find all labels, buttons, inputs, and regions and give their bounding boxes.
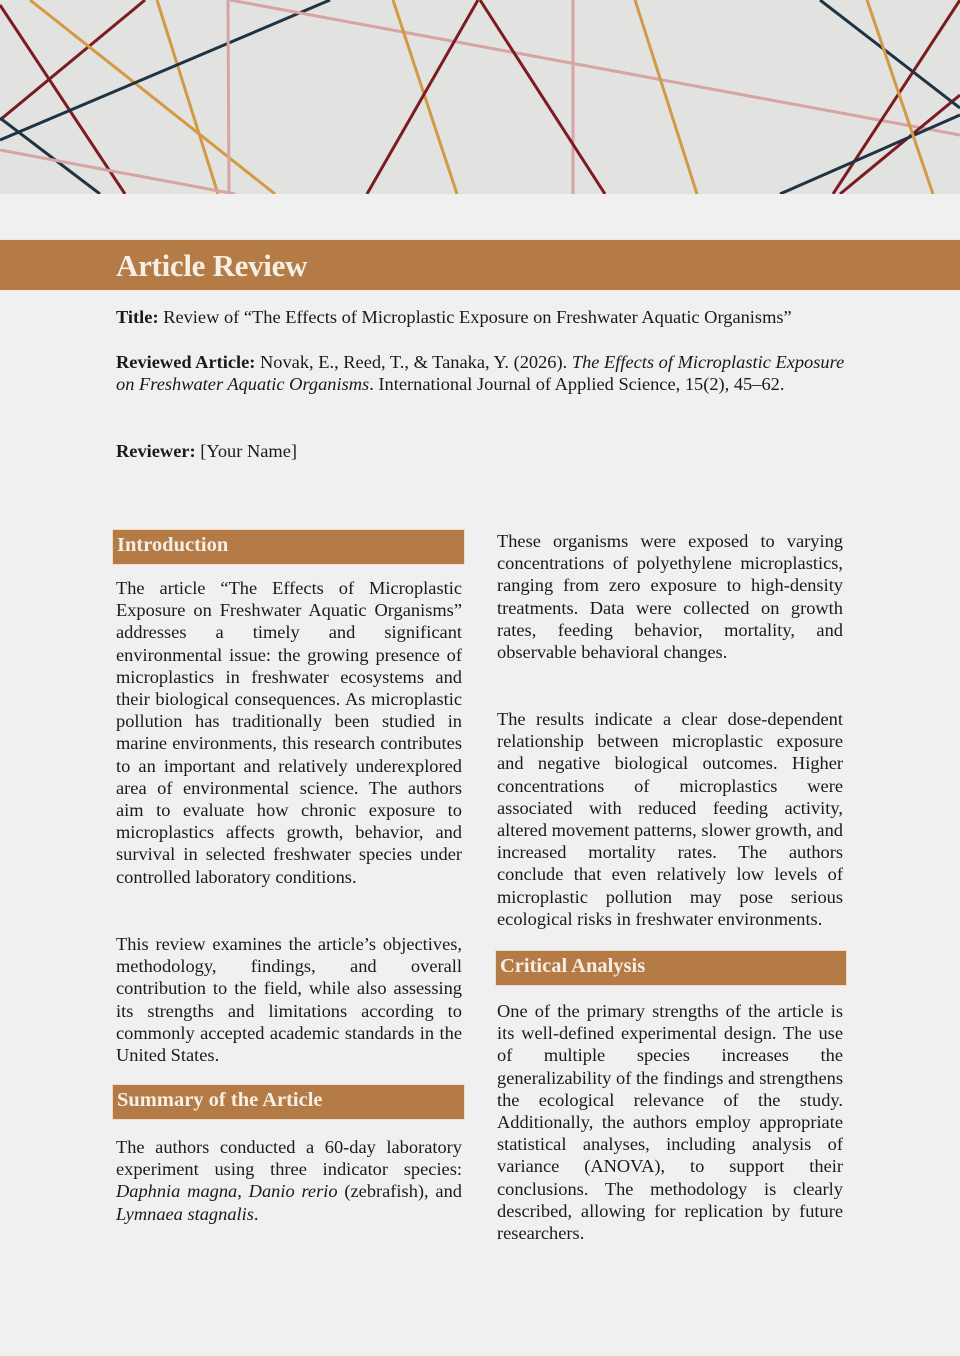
- section-heading-summary: [112, 1084, 465, 1120]
- summary-mid: (zebrafish), and: [337, 1181, 462, 1202]
- pattern-line: [635, 0, 697, 194]
- abstract-lines-pattern: [0, 0, 960, 194]
- reviewed-article-label: Reviewed Article:: [116, 352, 256, 372]
- summary-body-continued: [497, 530, 843, 663]
- species-name: Lymnaea stagnalis: [116, 1203, 254, 1224]
- pattern-line: [30, 0, 275, 194]
- species-name: Daphnia magna: [116, 1181, 238, 1202]
- pattern-line: [228, 0, 229, 194]
- title-value: Review of “The Effects of Microplastic Exposure on Freshwater Aquatic Organisms”: [163, 307, 792, 327]
- section-heading-critical-analysis: [495, 950, 847, 986]
- summary-lead: The authors conducted a 60-day laboratory experiment using three indicator species:: [116, 1137, 462, 1180]
- pattern-line: [840, 95, 960, 194]
- header-image: [0, 0, 960, 194]
- summary-paragraph: The results indicate a clear dose-dependent relationship between microplastic exposure and negative biological outcomes. Higher concentrations of microplastics were associated with reduced feeding activity, altered movement patterns, slower growth, and increased mortality rates. The authors conclude that even relatively low levels of microplastic pollution may pose serious ecological risks in freshwater environments.: [497, 709, 843, 929]
- species-name: Danio rerio: [248, 1181, 338, 1202]
- summary-paragraph: These organisms were exposed to varying concentrations of polyethylene microplastics, ranging from zero exposure to high-density treatments. Data were collected on growth rates, feeding behavior, mortality, and observable behavioral changes.: [497, 531, 843, 663]
- reviewer-value: [Your Name]: [200, 441, 297, 461]
- reviewer-line: [116, 440, 846, 462]
- pattern-line: [393, 0, 457, 194]
- citation-source: . International Journal of Applied Science, 15(2), 45–62.: [369, 374, 785, 395]
- citation-title: The Effects of Microplastic Exposure on Freshwater Aquatic Organisms: [116, 352, 845, 395]
- pattern-line: [0, 118, 100, 194]
- title-label: Title:: [116, 307, 159, 327]
- review-title-line: [116, 306, 846, 328]
- intro-paragraph: The article “The Effects of Microplastic Exposure on Freshwater Aquatic Organisms” addresses a timely and significant environmental issue: the growing presence of microplastics in freshwater ecosystems and their biological consequences. As microplastic pollution has traditionally been studied in marine environments, this research contributes to an important and relatively underexplored area of environmental science. The authors aim to evaluate how chronic exposure to microplastics affects growth, behavior, and survival in selected freshwater species under controlled laboratory conditions.: [116, 578, 462, 887]
- reviewed-article-citation: [116, 351, 846, 395]
- summary-body: [116, 1136, 462, 1225]
- pattern-line: [0, 0, 145, 120]
- introduction-heading-text: Introduction: [117, 534, 229, 556]
- page-title: Article Review: [116, 248, 308, 283]
- pattern-line: [157, 0, 218, 194]
- summary-results: [497, 708, 843, 930]
- critical-analysis-body: [497, 1000, 843, 1244]
- pattern-line: [833, 0, 960, 194]
- citation-authors: Novak, E., Reed, T., & Tanaka, Y. (2026).: [260, 352, 568, 372]
- pattern-line: [0, 150, 235, 194]
- summary-heading-text: Summary of the Article: [117, 1089, 323, 1111]
- summary-paragraph: [116, 1136, 462, 1225]
- section-heading-introduction: [112, 529, 465, 565]
- critical-heading-text: Critical Analysis: [500, 955, 646, 977]
- introduction-body-2: [116, 933, 462, 1066]
- summary-end: .: [253, 1203, 259, 1224]
- separator: ,: [237, 1181, 249, 1202]
- pattern-line: [480, 0, 605, 194]
- intro-paragraph: This review examines the article’s objectives, methodology, findings, and overall contribution to the field, while also assessing its strengths and limitations according to commonly accepted academic standards in the United States.: [116, 934, 462, 1066]
- pattern-line: [230, 0, 960, 135]
- introduction-body: [116, 577, 462, 888]
- title-banner: [0, 239, 960, 291]
- reviewer-label: Reviewer:: [116, 441, 196, 461]
- pattern-line: [780, 115, 960, 194]
- pattern-line: [820, 0, 960, 108]
- critical-paragraph: One of the primary strengths of the article is its well-defined experimental design. The use of multiple species increases the generalizability of the findings and strengthens the ecological relevance of the study. Additionally, the authors employ appropriate statistical analyses, including analysis of variance (ANOVA), to support their conclusions. The methodology is clearly described, allowing for replication by future researchers.: [497, 1001, 843, 1244]
